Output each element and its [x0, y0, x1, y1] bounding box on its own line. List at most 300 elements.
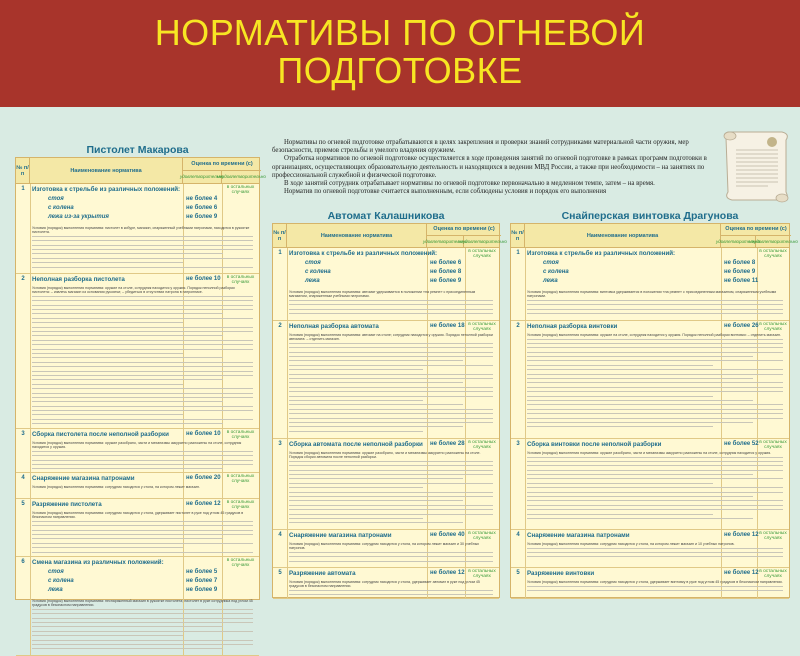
text-line [32, 366, 253, 369]
text-line [527, 514, 713, 517]
table-row [511, 439, 789, 530]
condition-note [289, 542, 493, 564]
text-line [527, 365, 713, 368]
position-label: стоя [543, 260, 559, 266]
table-header [511, 224, 798, 248]
position-label: лежа [305, 278, 320, 284]
time-value: не более 9 [724, 269, 756, 275]
scroll-document-icon [720, 128, 794, 204]
text-line [527, 474, 753, 477]
position-label: лежа из-за укрытия [48, 214, 109, 220]
text-line [32, 322, 183, 325]
column-divider [287, 530, 288, 567]
text-line [527, 387, 783, 390]
text-line [32, 384, 183, 387]
text-line [32, 309, 253, 312]
row-name: Смена магазина из различных положений: [32, 559, 164, 566]
table-header [16, 158, 266, 184]
row-number: 1 [21, 186, 25, 192]
header-time: Оценка по времени (с) [183, 158, 261, 171]
grade-label: в остальных случаях [226, 558, 255, 568]
column-divider [287, 248, 288, 320]
text-line [32, 353, 183, 356]
text-line [527, 478, 783, 481]
text-line [289, 474, 493, 477]
time-value: не более 40 [430, 532, 465, 538]
text-line [527, 369, 783, 372]
text-line [32, 258, 253, 261]
column-divider [287, 321, 288, 438]
time-value: не более 10 [186, 431, 221, 437]
table-header [273, 224, 507, 248]
row-number: 3 [516, 441, 520, 447]
header-bad: неудовлетворительно [458, 238, 507, 244]
condition-text: Условия (порядок) выполнения норматива: сотрудник находится у стола, на котором лежит магазин и 30 учебных патронов. [289, 542, 480, 551]
column-divider [30, 429, 31, 472]
position-label: стоя [48, 196, 64, 202]
time-value: не более 9 [186, 587, 218, 593]
text-line [289, 343, 493, 346]
text-line [289, 378, 493, 381]
text-line [527, 352, 783, 355]
panel-svd [510, 209, 798, 598]
intro-text [272, 139, 712, 196]
position-label: лежа [48, 587, 63, 593]
text-line [32, 379, 223, 382]
text-line [289, 487, 423, 490]
row-name: Сборка винтовки после неполной разборки [527, 441, 662, 448]
row-number: 4 [516, 532, 520, 538]
text-line [32, 262, 183, 265]
text-line [527, 496, 753, 499]
position-label: с колена [48, 578, 74, 584]
text-line [289, 590, 493, 593]
row-name: Изготовка к стрельбе из различных положений: [289, 250, 438, 257]
condition-note [32, 226, 253, 270]
text-line [32, 406, 253, 409]
table-row [16, 473, 259, 499]
text-line [32, 371, 253, 374]
title-line-1: НОРМАТИВЫ ПО ОГНЕВОЙ [154, 12, 646, 53]
panel-makarov [15, 143, 266, 608]
text-line [527, 509, 783, 512]
text-line [527, 343, 783, 346]
text-line [32, 300, 253, 303]
table-body [273, 248, 499, 599]
column-divider [287, 439, 288, 529]
row-number: 1 [278, 250, 282, 256]
text-line [32, 464, 253, 467]
column-divider [287, 568, 288, 598]
condition-text: Условия (порядок) выполнения норматива: оружие разобрано, части и механизмы аккуратно разложены на столе. Порядок сборки автомата после неполной разборки. [289, 451, 481, 460]
table-row [16, 499, 259, 557]
text-line [527, 586, 783, 589]
grade-label: в остальных случаях [226, 500, 255, 510]
text-line [289, 396, 493, 399]
time-value: не более 8 [724, 260, 756, 266]
time-value: не более 12 [186, 501, 221, 507]
text-line [32, 267, 253, 270]
text-line [527, 347, 783, 350]
column-divider [30, 473, 31, 498]
text-line [32, 648, 223, 651]
text-line [32, 253, 223, 256]
condition-text: Условия (порядок) выполнения норматива: сотрудник находится у стола, удерживает винтовку в руке под углом 45 градусов в безопасном направлении. [527, 580, 783, 584]
text-line [527, 556, 783, 559]
column-divider [525, 439, 526, 529]
text-line [32, 296, 253, 299]
row-number: 2 [21, 276, 25, 282]
text-line [32, 245, 253, 248]
text-line [32, 388, 253, 391]
grade-label: в остальных случаях [759, 440, 787, 450]
intro-paragraph: Нормативы по огневой подготовке отрабатываются в целях закрепления и проверки знаний сотрудниками материальной части оружия, мер безопасности, приемов стрельбы и умелого владения оружием. [272, 139, 689, 155]
row-name: Неполная разборка автомата [289, 323, 379, 330]
text-line [289, 426, 463, 429]
text-line [32, 236, 253, 239]
panel-title: Снайперская винтовка Драгунова [561, 210, 739, 222]
condition-note [527, 290, 783, 316]
text-line [32, 340, 253, 343]
text-line [32, 552, 253, 555]
condition-text: Условия (порядок) выполнения норматива: пистолет в кобуре, магазин, снаряженный учебными патронами, находится в рукоятке пистолета. [32, 226, 250, 235]
header-good: удовлетворительно [721, 236, 756, 248]
row-name: Снаряжение магазина патронами [289, 532, 392, 539]
text-line [32, 362, 253, 365]
text-line [32, 640, 253, 643]
text-line [289, 500, 463, 503]
text-line [289, 309, 493, 312]
text-line [32, 530, 253, 533]
text-line [527, 313, 783, 316]
text-line [289, 483, 493, 486]
time-value: не более 5 [186, 569, 218, 575]
text-line [289, 522, 463, 525]
text-line [289, 496, 493, 499]
standards-table [510, 223, 798, 598]
text-line [289, 418, 493, 421]
standards-table [15, 157, 266, 608]
column-divider [525, 530, 526, 567]
row-name: Изготовка к стрельбе из различных положений: [32, 186, 181, 193]
text-line [527, 548, 783, 551]
condition-text: Условия (порядок) выполнения норматива: оружие на столе, сотрудник находится у оружия. Порядок неполной разборки пистолета: – извлечь магазин из основания рукоятки; – убедиться в отсутствии патрона в патроннике. [32, 286, 235, 295]
header-time: Оценка по времени (с) [427, 224, 501, 236]
text-line [527, 360, 783, 363]
text-line [289, 492, 493, 495]
text-line [289, 391, 493, 394]
text-line [32, 547, 183, 550]
row-name: Снаряжение магазина патронами [32, 475, 135, 482]
text-line [289, 374, 493, 377]
text-line [32, 305, 253, 308]
condition-note [32, 286, 253, 427]
text-line [289, 518, 423, 521]
condition-note [289, 333, 493, 434]
text-line [32, 393, 253, 396]
condition-note [527, 542, 783, 560]
text-line [527, 378, 753, 381]
table-row [273, 568, 499, 599]
row-name: Неполная разборка пистолета [32, 276, 125, 283]
table-row [16, 429, 259, 473]
text-line [527, 422, 753, 425]
table-body [16, 184, 259, 656]
text-line [32, 414, 183, 417]
text-line [32, 622, 253, 625]
text-line [32, 313, 223, 316]
time-value: не более 9 [186, 214, 218, 220]
time-value: не более 12 [430, 570, 465, 576]
condition-note [32, 441, 253, 472]
text-line [527, 413, 783, 416]
text-line [289, 478, 463, 481]
position-label: стоя [305, 260, 321, 266]
intro-paragraph: Отработка нормативов по огневой подготовке осуществляется в ходе проведения занятий по огневой подготовке в рамках программ подготовки в организациях, осуществляющих образовательную деятельность и находящихся в ведении МВД России, а также при необходимости – на занятиях по профессиональной служебной и физической подготовке. [272, 155, 707, 179]
text-line [289, 313, 493, 316]
row-name: Разряжение пистолета [32, 501, 102, 508]
text-line [32, 331, 253, 334]
row-number: 4 [278, 532, 282, 538]
row-number: 2 [278, 323, 282, 329]
text-line [32, 468, 223, 471]
table-row [273, 530, 499, 568]
text-line [289, 470, 493, 473]
row-name: Сборка автомата после неполной разборки [289, 441, 423, 448]
condition-note [527, 451, 783, 521]
grade-label: в остальных случаях [759, 531, 787, 541]
text-line [289, 413, 493, 416]
text-line [32, 626, 223, 629]
column-divider [30, 499, 31, 556]
text-line [32, 249, 253, 252]
text-line [289, 400, 423, 403]
header-num: № п/п [511, 224, 525, 247]
text-line [527, 500, 783, 503]
text-line [32, 318, 253, 321]
text-line [32, 534, 253, 537]
header-num: № п/п [16, 158, 30, 183]
text-line [289, 431, 423, 434]
panel-title: Автомат Калашникова [327, 210, 445, 222]
text-line [32, 543, 253, 546]
condition-text: Условия (порядок) выполнения норматива: автомат удерживается в положении «на ремне» с присоединенным магазином, снаряженным учебными патронами. [289, 290, 476, 299]
text-line [527, 382, 783, 385]
text-line [32, 525, 253, 528]
text-line [527, 518, 753, 521]
text-line [32, 327, 253, 330]
text-line [32, 357, 223, 360]
text-line [32, 349, 253, 352]
grade-label: в остальных случаях [468, 322, 496, 332]
text-line [32, 410, 253, 413]
text-line [527, 492, 783, 495]
text-line [289, 304, 493, 307]
text-line [32, 538, 223, 541]
table-row [273, 439, 499, 530]
text-line [32, 644, 253, 647]
text-line [32, 419, 253, 422]
text-line [527, 300, 783, 303]
text-line [289, 461, 493, 464]
condition-text: Условия (порядок) выполнения норматива: автомат на столе; сотрудник находится у оружия. Порядок неполной разборки автомата: – отделить магазин. [289, 333, 493, 342]
column-divider [30, 184, 31, 273]
column-divider [525, 248, 526, 320]
text-line [289, 409, 493, 412]
row-number: 2 [516, 323, 520, 329]
grade-label: в остальных случаях [468, 249, 496, 259]
grade-label: в остальных случаях [226, 474, 255, 484]
table-row [16, 274, 259, 429]
text-line [289, 505, 493, 508]
text-line [289, 404, 463, 407]
text-line [527, 457, 783, 460]
text-line [32, 613, 253, 616]
grade-label: в остальных случаях [226, 185, 255, 195]
position-label: лежа [543, 278, 558, 284]
column-divider [525, 321, 526, 438]
table-row [273, 248, 499, 321]
text-line [527, 505, 783, 508]
position-label: с колена [305, 269, 331, 275]
panel-ak [272, 209, 507, 598]
text-line [289, 422, 493, 425]
text-line [527, 404, 783, 407]
table-row [16, 557, 259, 656]
text-line [32, 375, 253, 378]
text-line [289, 514, 493, 517]
table-body [511, 248, 789, 599]
row-name: Разряжение винтовки [527, 570, 595, 577]
header-banner [0, 0, 800, 107]
text-line [32, 401, 223, 404]
text-line [32, 397, 253, 400]
text-line [289, 356, 493, 359]
time-value: не более 6 [430, 260, 462, 266]
text-line [32, 609, 253, 612]
text-line [527, 590, 783, 593]
page-title [0, 14, 800, 90]
title-line-2: ПОДГОТОВКЕ [277, 50, 523, 91]
text-line [527, 400, 753, 403]
time-value: не более 12 [724, 570, 759, 576]
condition-text: Условия (порядок) выполнения норматива: сотрудник находится у стола, удерживает автомат в руке под углом 45 градусов в безопасном направлении. [289, 580, 480, 589]
table-row [16, 184, 259, 274]
text-line [32, 460, 253, 463]
text-line [527, 309, 783, 312]
text-line [527, 374, 783, 377]
row-name: Изготовка к стрельбе из различных положений: [527, 250, 676, 257]
condition-note [32, 485, 253, 489]
text-line [289, 552, 493, 555]
text-line [289, 382, 463, 385]
grade-label: в остальных случаях [468, 531, 496, 541]
header-name: Наименование норматива [287, 224, 427, 247]
table-row [273, 321, 499, 439]
position-label: с колена [543, 269, 569, 275]
grade-label: в остальных случаях [759, 322, 787, 332]
time-value: не более 12 [724, 532, 759, 538]
text-line [527, 418, 783, 421]
condition-text: Условия (порядок) выполнения норматива: неснаряженный магазин в рукоятке пистолета; пистолет в руке сотрудника под углом 45 градусов в безопасном направлении. [32, 599, 253, 608]
text-line [527, 426, 713, 429]
panel-title: Пистолет Макарова [86, 144, 189, 156]
text-line [32, 451, 253, 454]
condition-text: Условия (порядок) выполнения норматива: винтовка удерживается в положении «на ремне» с присоединенным магазином, снаряженным учебными патронами. [527, 290, 777, 299]
row-number: 1 [516, 250, 520, 256]
time-value: не более 7 [186, 578, 218, 584]
time-value: не более 6 [186, 205, 218, 211]
table-row [511, 568, 789, 599]
condition-text: Условия (порядок) выполнения норматива: сотрудник находится у стола, удерживает пистолет в руке под углом 45 градусов в безопасном направлении. [32, 511, 244, 520]
header-bad: неудовлетворительно [217, 174, 266, 180]
row-number: 3 [278, 441, 282, 447]
row-number: 5 [278, 570, 282, 576]
time-value: не более 8 [430, 269, 462, 275]
text-line [32, 423, 223, 426]
header-good: удовлетворительно [427, 236, 464, 248]
text-line [527, 409, 783, 412]
condition-note [289, 451, 493, 526]
header-num: № п/п [273, 224, 287, 247]
column-divider [525, 568, 526, 598]
position-label: с колена [48, 205, 74, 211]
text-line [527, 391, 783, 394]
row-name: Сборка пистолета после неполной разборки [32, 431, 169, 438]
grade-label: в остальных случаях [226, 275, 255, 285]
header-bad: неудовлетворительно [749, 238, 798, 244]
text-line [289, 561, 493, 564]
text-line [289, 352, 493, 355]
condition-note [289, 580, 493, 598]
text-line [32, 344, 253, 347]
header-good: удовлетворительно [183, 171, 222, 184]
text-line [289, 594, 493, 597]
text-line [527, 470, 783, 473]
intro-paragraph: Норматив по огневой подготовке считается выполненным, если соблюдены условия и порядок его выполнения [284, 188, 607, 196]
condition-note [527, 580, 783, 593]
text-line [289, 360, 463, 363]
condition-note [32, 599, 253, 652]
text-line [32, 240, 253, 243]
text-line [527, 487, 783, 490]
grade-label: в остальных случаях [226, 430, 255, 440]
text-line [527, 304, 783, 307]
grade-label: в остальных случаях [759, 569, 787, 579]
text-line [32, 635, 183, 638]
time-value: не более 11 [724, 278, 759, 284]
time-value: не более 9 [430, 278, 462, 284]
text-line [289, 387, 493, 390]
header-name: Наименование норматива [30, 158, 183, 183]
condition-note [289, 290, 493, 316]
condition-note [32, 511, 253, 555]
text-line [289, 556, 493, 559]
text-line [289, 300, 493, 303]
text-line [289, 465, 493, 468]
time-value: не более 4 [186, 196, 218, 202]
text-line [32, 335, 223, 338]
row-name: Снаряжение магазина патронами [527, 532, 630, 539]
text-line [32, 618, 253, 621]
row-number: 3 [21, 431, 25, 437]
time-value: не более 18 [430, 323, 465, 329]
grade-label: в остальных случаях [468, 440, 496, 450]
position-label: стоя [48, 569, 64, 575]
text-line [32, 631, 253, 634]
time-value: не более 26 [724, 323, 759, 329]
grade-label: в остальных случаях [759, 249, 787, 259]
